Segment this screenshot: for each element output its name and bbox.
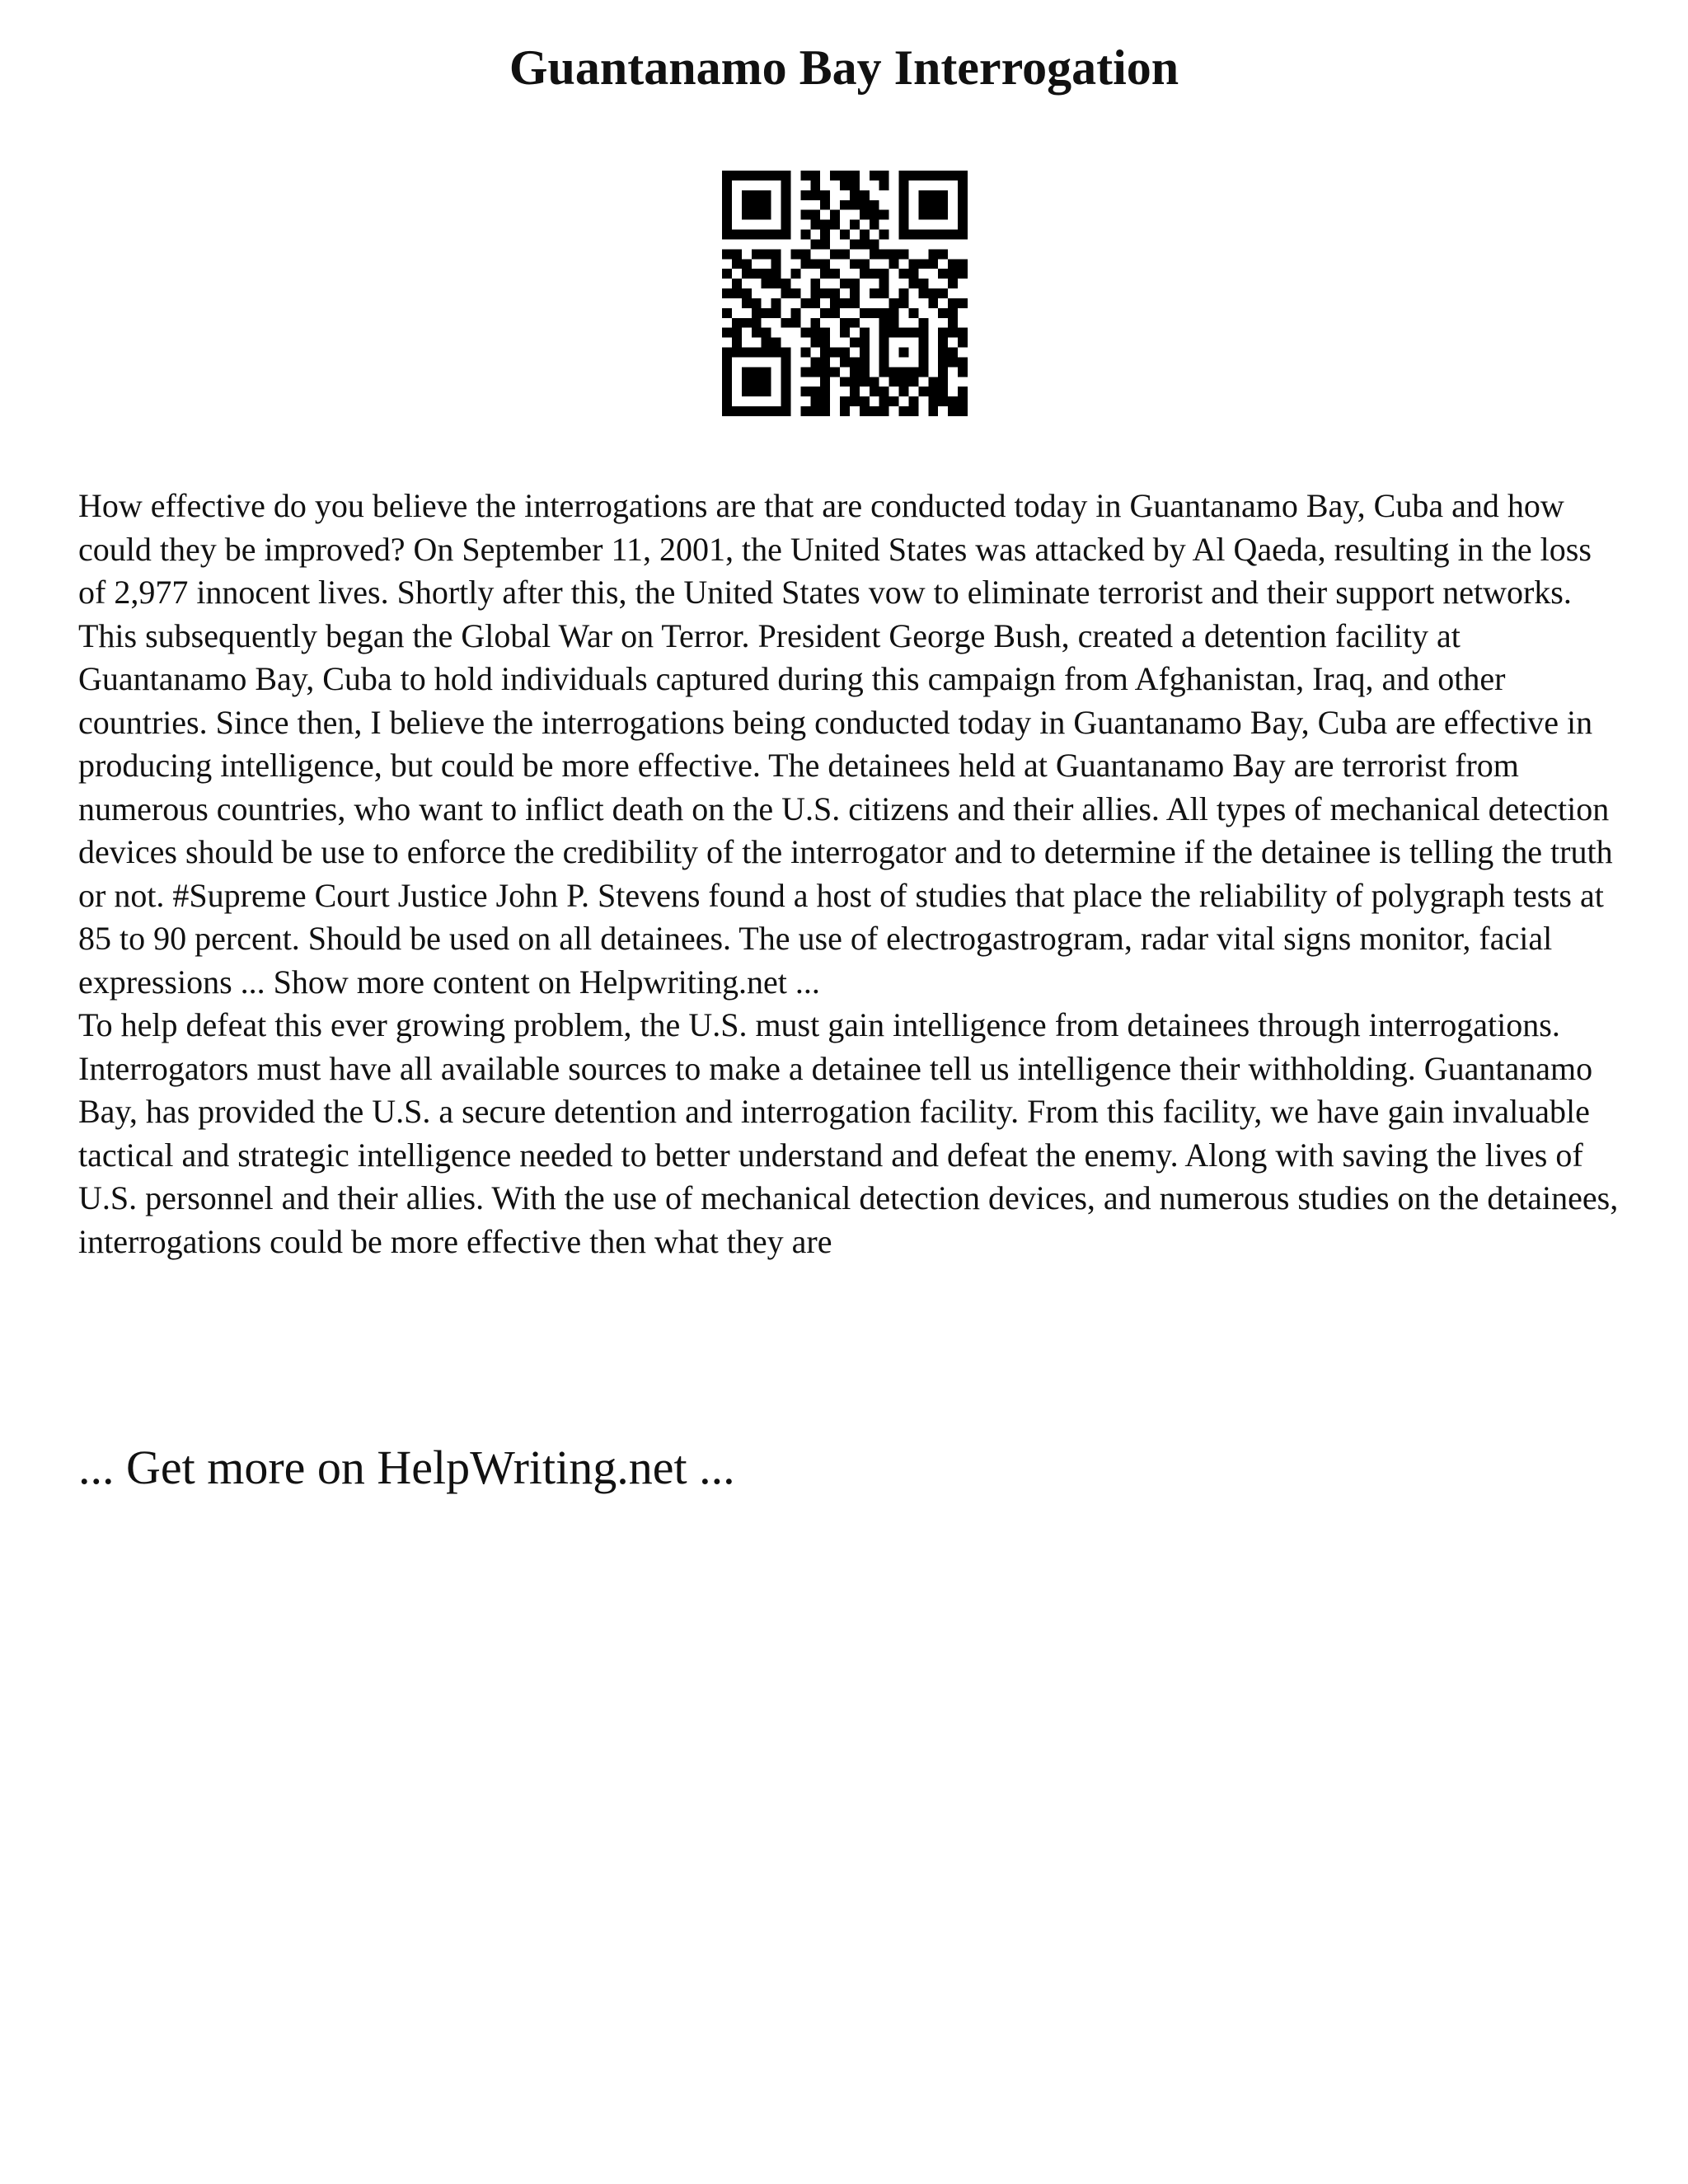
page-title: Guantanamo Bay Interrogation (509, 40, 1179, 95)
paragraph-continued: To help defeat this ever growing problem, the U.S. must gain intelligence from detainees through interrogations. Interrogators must have all available sources to make a detainee tell us intelligence their withholding. Guantanamo Bay, has provided the U.S. a secure detention and interrogation facility. From this facility, we have gain invaluable tactical and strategic intelligence needed to better understand and defeat the enemy. Along with saving the lives of U.S. personnel and their allies. With the use of mechanical detection devices, and numerous studies on the detainees, interrogations could be more effective then what they are (78, 1006, 1619, 1260)
article-body (78, 485, 1620, 1263)
qr-code-icon (722, 171, 968, 416)
paragraph-intro: How effective do you believe the interrogations are that are conducted today in Guantanamo Bay, Cuba and how could they be improved? On September 11, 2001, the United States was attacked by Al Qaeda, resulting in the loss of 2,977 innocent lives. Shortly after this, the United States vow to eliminate terrorist and their support networks. This subsequently began the Global War on Terror. President George Bush, created a detention facility at Guantanamo Bay, Cuba to hold individuals captured during this campaign from Afghanistan, Iraq, and other countries. Since then, I believe the interrogations being conducted today in Guantanamo Bay, Cuba are effective in producing intelligence, but could be more effective. The detainees held at Guantanamo Bay are terrorist from numerous countries, who want to inflict death on the U.S. citizens and their allies. All types of mechanical detection devices should be use to enforce the credibility of the interrogator and to determine if the detainee is telling the truth or not. #Supreme Court Justice John P. Stevens found a host of studies that place the reliability of polygraph tests at 85 to 90 percent. Should be used on all detainees. The use of electrogastrogram, radar vital signs monitor, facial expressions ... Show more content on Helpwriting.net ... (78, 487, 1613, 1001)
get-more-link[interactable]: ... Get more on HelpWriting.net ... (78, 1441, 735, 1494)
